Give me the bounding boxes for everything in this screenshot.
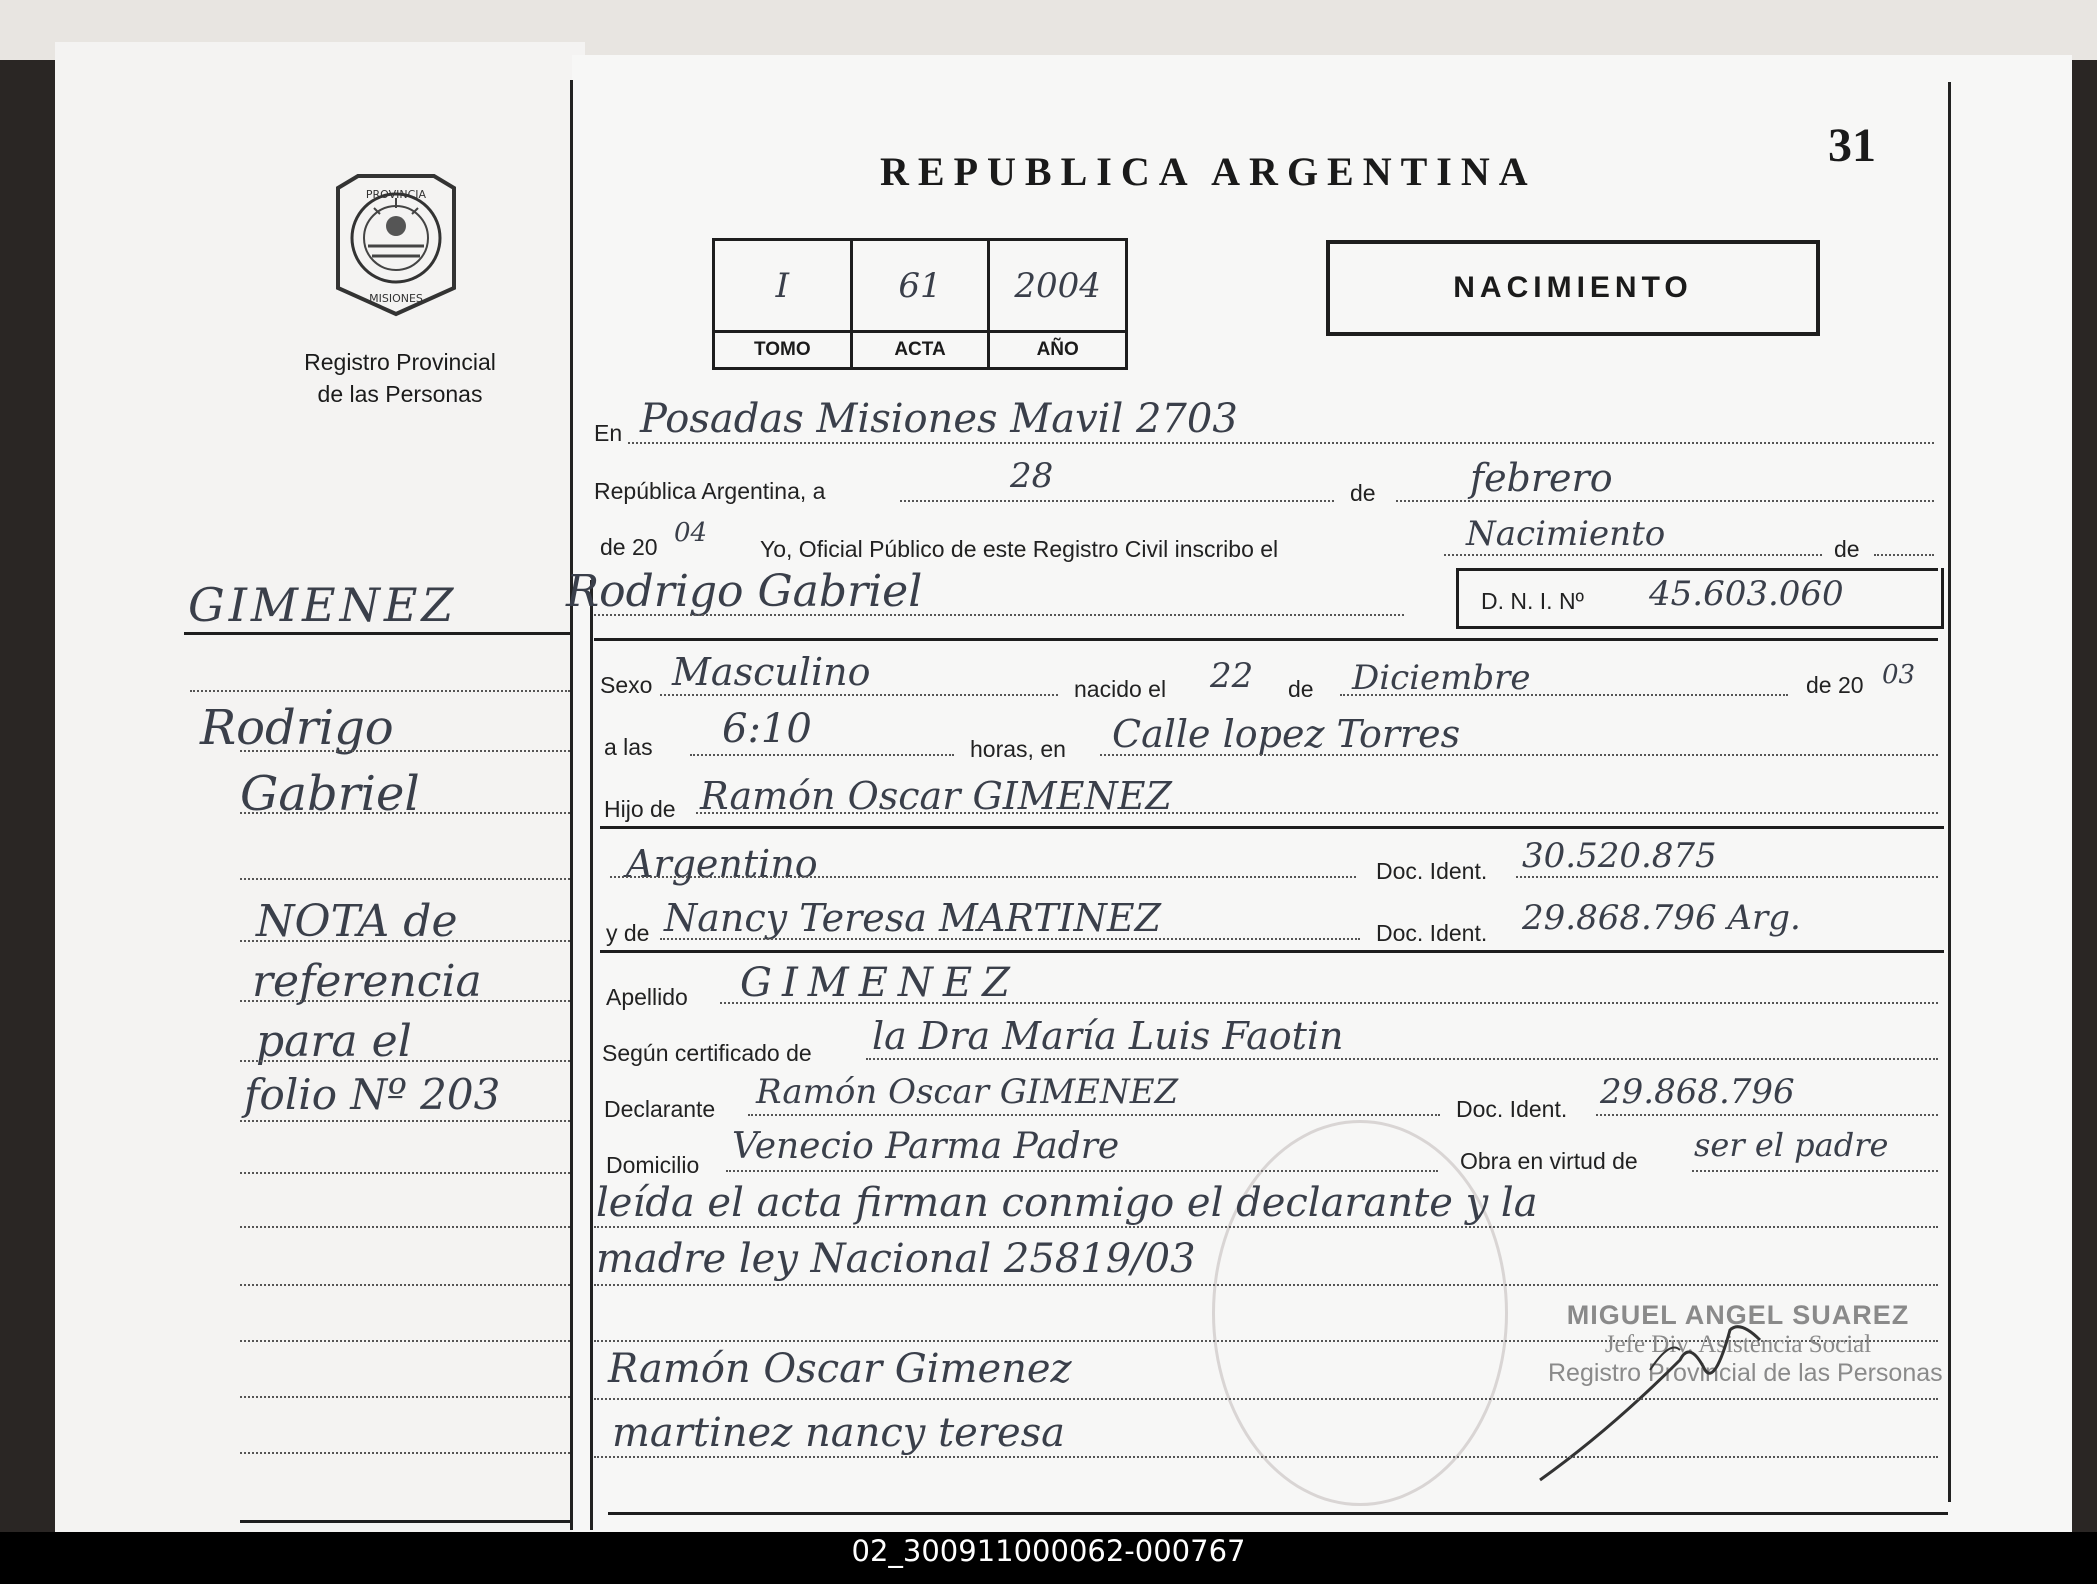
registry-name xyxy=(270,346,530,410)
dni-box xyxy=(1456,568,1944,629)
father-value: Ramón Oscar GIMENEZ xyxy=(700,774,1172,818)
republic-label: República Argentina, a xyxy=(594,478,826,504)
margin-rule xyxy=(240,1226,570,1228)
margin-note-line4: folio Nº 203 xyxy=(244,1070,501,1119)
footer-caption: 02_300911000062-000767 xyxy=(851,1534,1246,1568)
margin-rule xyxy=(240,1172,570,1174)
father-doc-label: Doc. Ident. xyxy=(1376,858,1488,884)
time-line xyxy=(690,754,954,756)
margin-rule xyxy=(240,812,570,814)
margin-rule xyxy=(240,750,570,752)
cert-label: Según certificado de xyxy=(602,1040,812,1066)
sex-label: Sexo xyxy=(600,672,653,698)
mother-doc-label: Doc. Ident. xyxy=(1376,920,1488,946)
remark-rule xyxy=(594,1226,1938,1228)
acta-cell xyxy=(853,241,991,367)
child-name: Rodrigo Gabriel xyxy=(566,566,923,617)
and-label: y de xyxy=(606,920,650,946)
birth-year-prefix: de 20 xyxy=(1806,672,1864,698)
official-signature-icon xyxy=(1530,1290,1770,1495)
margin-rule xyxy=(240,1520,570,1523)
margin-divider xyxy=(590,580,593,1530)
acta-value: 61 xyxy=(898,265,942,306)
year-prefix: de 20 xyxy=(600,534,658,560)
de-line xyxy=(1874,554,1934,556)
section-rule xyxy=(600,950,1944,953)
declarant-line xyxy=(748,1114,1440,1116)
de-label-2: de xyxy=(1834,536,1860,562)
page-number: 31 xyxy=(1828,119,1876,172)
de-label: de xyxy=(1350,480,1376,506)
certifier-value: la Dra María Luis Faotin xyxy=(872,1014,1344,1058)
surname-label: Apellido xyxy=(606,984,688,1010)
seal-text-top: PROVINCIA xyxy=(365,188,427,201)
domicile-value: Venecio Parma Padre xyxy=(732,1126,1120,1167)
birth-month: Diciembre xyxy=(1352,658,1531,698)
tomo-value: I xyxy=(775,265,790,306)
margin-rule xyxy=(240,1340,570,1342)
declarant-value: Ramón Oscar GIMENEZ xyxy=(756,1072,1179,1112)
birth-place-line xyxy=(1100,754,1938,756)
mother-value: Nancy Teresa MARTINEZ xyxy=(664,896,1162,940)
born-label: nacido el xyxy=(1074,676,1167,702)
margin-rule xyxy=(240,940,570,942)
event-line xyxy=(1444,554,1822,556)
record-type-box: NACIMIENTO xyxy=(1326,240,1820,336)
registry-box xyxy=(712,238,1128,370)
father-line xyxy=(696,812,1938,814)
margin-surname: GIMENEZ xyxy=(188,578,458,632)
official-office: Registro Provincial de las Personas xyxy=(1548,1359,1943,1387)
margin-note-line3: para el xyxy=(256,1016,412,1067)
child-name-line xyxy=(594,614,1404,616)
day-line xyxy=(900,500,1334,502)
section-rule xyxy=(594,638,1938,641)
birth-month-line xyxy=(1340,694,1788,696)
sex-value: Masculino xyxy=(672,650,871,694)
by-virtue-label: Obra en virtud de xyxy=(1460,1148,1638,1174)
margin-name-line2: Gabriel xyxy=(240,766,420,822)
remark-line1: leída el acta firman conmigo el declarante y la xyxy=(596,1180,1538,1226)
by-virtue-value: ser el padre xyxy=(1694,1126,1889,1164)
nationality-line xyxy=(610,876,1356,878)
surname-value: GIMENEZ xyxy=(740,960,1020,1006)
son-label: Hijo de xyxy=(604,796,676,822)
father-nationality: Argentino xyxy=(626,842,818,886)
registry-name-line2: de las Personas xyxy=(317,381,483,407)
anio-cell xyxy=(990,241,1125,367)
margin-rule xyxy=(240,1396,570,1398)
margin-note-line1: NOTA de xyxy=(256,896,458,947)
margin-rule xyxy=(240,878,570,880)
place-value: Posadas Misiones Mavil 2703 xyxy=(640,396,1238,442)
official-text: Yo, Oficial Público de este Registro Civil inscribo el xyxy=(760,536,1279,562)
tomo-cell xyxy=(715,241,853,367)
margin-rule xyxy=(240,1060,570,1062)
domicile-label: Domicilio xyxy=(606,1152,700,1178)
official-name: MIGUEL ANGEL SUAREZ xyxy=(1566,1300,1910,1330)
section-rule xyxy=(600,826,1944,829)
anio-value: 2004 xyxy=(1014,265,1101,306)
signature-1: Ramón Oscar Gimenez xyxy=(608,1346,1072,1392)
remark-line2: madre ley Nacional 25819/03 xyxy=(596,1236,1196,1282)
anio-label: AÑO xyxy=(990,330,1125,367)
birth-de-label: de xyxy=(1288,676,1314,702)
page-title: REPUBLICA ARGENTINA xyxy=(880,149,1537,194)
signature-rule xyxy=(594,1456,1938,1458)
at-label: a las xyxy=(604,734,653,760)
declarant-doc: 29.868.796 xyxy=(1600,1072,1795,1112)
certifier-line xyxy=(866,1058,1938,1060)
circular-stamp-icon xyxy=(1212,1120,1508,1506)
year-suffix: 04 xyxy=(674,518,708,548)
margin-surname-line xyxy=(184,632,570,635)
birth-day: 22 xyxy=(1210,656,1254,696)
dni-value: 45.603.060 xyxy=(1649,574,1844,614)
dni-label: D. N. I. Nº xyxy=(1481,588,1584,614)
tomo-label: TOMO xyxy=(715,330,850,367)
acta-label: ACTA xyxy=(853,330,988,367)
margin-rule xyxy=(190,690,570,692)
declarant-doc-label: Doc. Ident. xyxy=(1456,1096,1568,1122)
father-doc-line xyxy=(1516,876,1938,878)
section-rule xyxy=(608,1512,1948,1515)
father-doc: 30.520.875 xyxy=(1522,836,1717,876)
en-label: En xyxy=(594,420,623,446)
official-title: Jefe Div. Asistencia Social xyxy=(1604,1331,1872,1358)
margin-rule xyxy=(240,1284,570,1286)
by-virtue-line xyxy=(1692,1170,1938,1172)
place-line xyxy=(628,442,1934,444)
margin-rule xyxy=(240,1452,570,1454)
surname-line xyxy=(720,1002,1938,1004)
time-value: 6:10 xyxy=(722,706,812,752)
sex-line xyxy=(660,694,1058,696)
birth-year-suffix: 03 xyxy=(1882,660,1916,690)
margin-note-line2: referencia xyxy=(252,956,482,1007)
birth-place: Calle lopez Torres xyxy=(1112,712,1461,756)
hours-label: horas, en xyxy=(970,736,1066,762)
right-border xyxy=(1948,82,1951,1502)
remark-rule xyxy=(594,1284,1938,1286)
month-value: febrero xyxy=(1470,456,1613,500)
declarant-doc-line xyxy=(1596,1114,1938,1116)
misiones-seal-icon xyxy=(328,168,464,318)
margin-rule xyxy=(240,1120,570,1122)
event-value: Nacimiento xyxy=(1466,514,1666,554)
page-divider xyxy=(570,80,573,1530)
signature-2: martinez nancy teresa xyxy=(612,1410,1065,1456)
signature-rule xyxy=(594,1398,1938,1400)
margin-rule xyxy=(240,1000,570,1002)
registry-name-line1: Registro Provincial xyxy=(304,349,496,375)
declarant-label: Declarante xyxy=(604,1096,716,1122)
mother-doc: 29.868.796 Arg. xyxy=(1522,898,1801,938)
day-value: 28 xyxy=(1010,456,1054,496)
month-line xyxy=(1396,500,1934,502)
margin-name-line1: Rodrigo xyxy=(200,700,394,756)
seal-text-bottom: MISIONES xyxy=(369,292,423,305)
mother-line xyxy=(660,938,1360,940)
